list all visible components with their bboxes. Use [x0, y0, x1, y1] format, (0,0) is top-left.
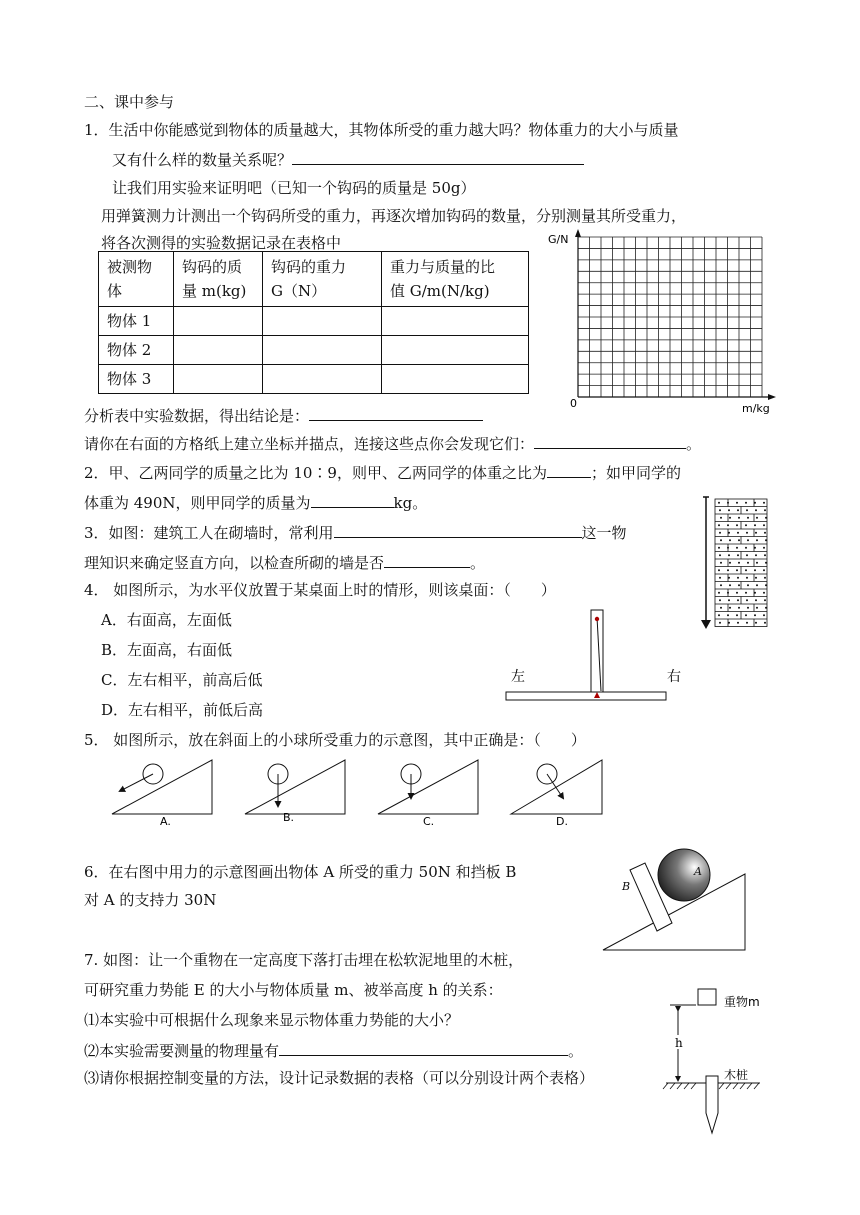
table-row	[99, 365, 529, 394]
q7-quantities-blank[interactable]	[279, 1040, 568, 1056]
weight-ratio-blank[interactable]	[547, 462, 591, 478]
table-header-row	[99, 252, 529, 307]
incline-option-b[interactable]	[245, 760, 345, 824]
label-b: B	[622, 880, 631, 893]
weight-block	[698, 989, 716, 1005]
option-c-label: C.	[423, 815, 435, 828]
weight-stake-figure	[660, 985, 770, 1145]
table-cell[interactable]	[174, 365, 263, 394]
section-title: 二、课中参与	[84, 93, 175, 111]
q6-line1: 6．在右图中用力的示意图画出物体 A 所受的重力 50N 和挡板 B	[84, 863, 517, 881]
table-cell[interactable]	[174, 336, 263, 365]
q2-line1: 2．甲、乙两同学的质量之比为 10∶9，则甲、乙两同学的体重之比为 ；如甲同学的	[84, 464, 681, 482]
table-row-label: 物体 2	[99, 336, 174, 365]
plot-blank[interactable]	[534, 433, 686, 449]
q1-answer-blank[interactable]	[292, 149, 584, 165]
q3-line2: 理知识来确定竖直方向，以检查所砌的墙是否 。	[84, 554, 486, 572]
q1-line1: 1．生活中你能感觉到物体的质量越大，其物体所受的重力越大吗？物体重力的大小与质量	[84, 121, 679, 139]
x-axis-label: m/kg	[742, 402, 770, 415]
table-header-cell: 被测物 体	[99, 252, 174, 307]
q2-line2: 体重为 490N，则甲同学的质量为 kg。	[84, 494, 428, 512]
q3-vertical-blank[interactable]	[384, 552, 470, 568]
table-row-label: 物体 3	[99, 365, 174, 394]
incline-option-c[interactable]	[378, 760, 478, 828]
q1-line5: 将各次测得的实验数据记录在表格中	[101, 234, 342, 252]
q1-line2: 又有什么样的数量关系呢？	[112, 149, 584, 170]
q1-conclusion: 分析表中实验数据，得出结论是：	[84, 405, 483, 426]
incline-option-d[interactable]	[511, 760, 602, 828]
q1-line3: 让我们用实验来证明吧（已知一个钩码的质量是 50g）	[112, 179, 476, 197]
left-label: 左	[511, 669, 525, 685]
table-cell[interactable]	[263, 307, 382, 336]
table-cell[interactable]	[382, 365, 529, 394]
q7-sub2: ⑵本实验需要测量的物理量有 。	[84, 1042, 584, 1060]
table-cell[interactable]	[263, 365, 382, 394]
table-cell[interactable]	[174, 307, 263, 336]
stake-label: 木桩	[724, 1068, 749, 1082]
table-cell[interactable]	[382, 336, 529, 365]
q1-line4: 用弹簧测力计测出一个钩码所受的重力，再逐次增加钩码的数量，分别测量其所受重力，	[101, 207, 687, 225]
q7-line1: 7. 如图：让一个重物在一定高度下落打击埋在松软泥地里的木桩，	[84, 951, 524, 969]
ball-a	[658, 849, 710, 901]
option-a-label: A.	[160, 815, 171, 828]
q6-line2: 对 A 的支持力 30N	[84, 891, 217, 909]
q7-sub3: ⑶请你根据控制变量的方法，设计记录数据的表格（可以分别设计两个表格）	[84, 1069, 595, 1087]
grid-paper	[540, 225, 790, 425]
q1-plot-text: 请你在右面的方格纸上建立坐标并描点，连接这些点你会发现它们： 。	[84, 435, 702, 453]
table-header-cell: 钩码的重力 G（N）	[263, 252, 382, 307]
table-row	[99, 307, 529, 336]
table-row	[99, 336, 529, 365]
mass-blank[interactable]	[311, 492, 394, 508]
y-axis-label: G/N	[548, 233, 569, 246]
q4-option-d[interactable]: D．左右相平，前低后高	[101, 701, 264, 719]
brick-wall-figure	[693, 495, 773, 635]
height-label: h	[675, 1036, 683, 1050]
ball-incline-figure	[600, 845, 780, 960]
q3-line1: 3．如图：建筑工人在砌墙时，常利用 这一物	[84, 524, 627, 542]
right-label: 右	[667, 669, 681, 685]
incline-option-a[interactable]	[112, 760, 212, 828]
q3-knowledge-blank[interactable]	[334, 522, 582, 538]
x-axis-arrow-icon	[768, 394, 776, 400]
option-b-label: B.	[283, 811, 295, 824]
q4-option-c[interactable]: C．左右相平，前高后低	[101, 671, 263, 689]
q5-stem: 5． 如图所示，放在斜面上的小球所受重力的示意图，其中正确是：（ ）	[84, 731, 586, 749]
q4-stem: 4． 如图所示，为水平仪放置于某桌面上时的情形，则该桌面：（ ）	[84, 581, 556, 599]
table-header-cell: 钩码的质 量 m(kg)	[174, 252, 263, 307]
table-header-cell: 重力与质量的比 值 G/m(N/kg)	[382, 252, 529, 307]
table-cell[interactable]	[382, 307, 529, 336]
weight-label: 重物m	[724, 995, 760, 1009]
q7-line2: 可研究重力势能 E 的大小与物体质量 m、被举高度 h 的关系：	[84, 981, 503, 999]
q7-sub1: ⑴本实验中可根据什么现象来显示物体重力势能的大小？	[84, 1011, 460, 1029]
y-axis-arrow-icon	[575, 229, 581, 237]
origin-label: 0	[570, 397, 577, 410]
label-a: A	[694, 865, 702, 878]
q4-option-b[interactable]: B．左面高，右面低	[101, 641, 233, 659]
conclusion-blank[interactable]	[309, 405, 483, 421]
level-instrument-figure	[505, 605, 695, 715]
option-d-label: D.	[556, 815, 568, 828]
incline-options-figure	[110, 758, 610, 830]
q4-option-a[interactable]: A．右面高，左面低	[101, 611, 232, 629]
plumb-bob-icon	[701, 620, 711, 629]
wooden-stake	[706, 1076, 718, 1133]
data-table	[98, 251, 529, 394]
table-row-label: 物体 1	[99, 307, 174, 336]
table-cell[interactable]	[263, 336, 382, 365]
